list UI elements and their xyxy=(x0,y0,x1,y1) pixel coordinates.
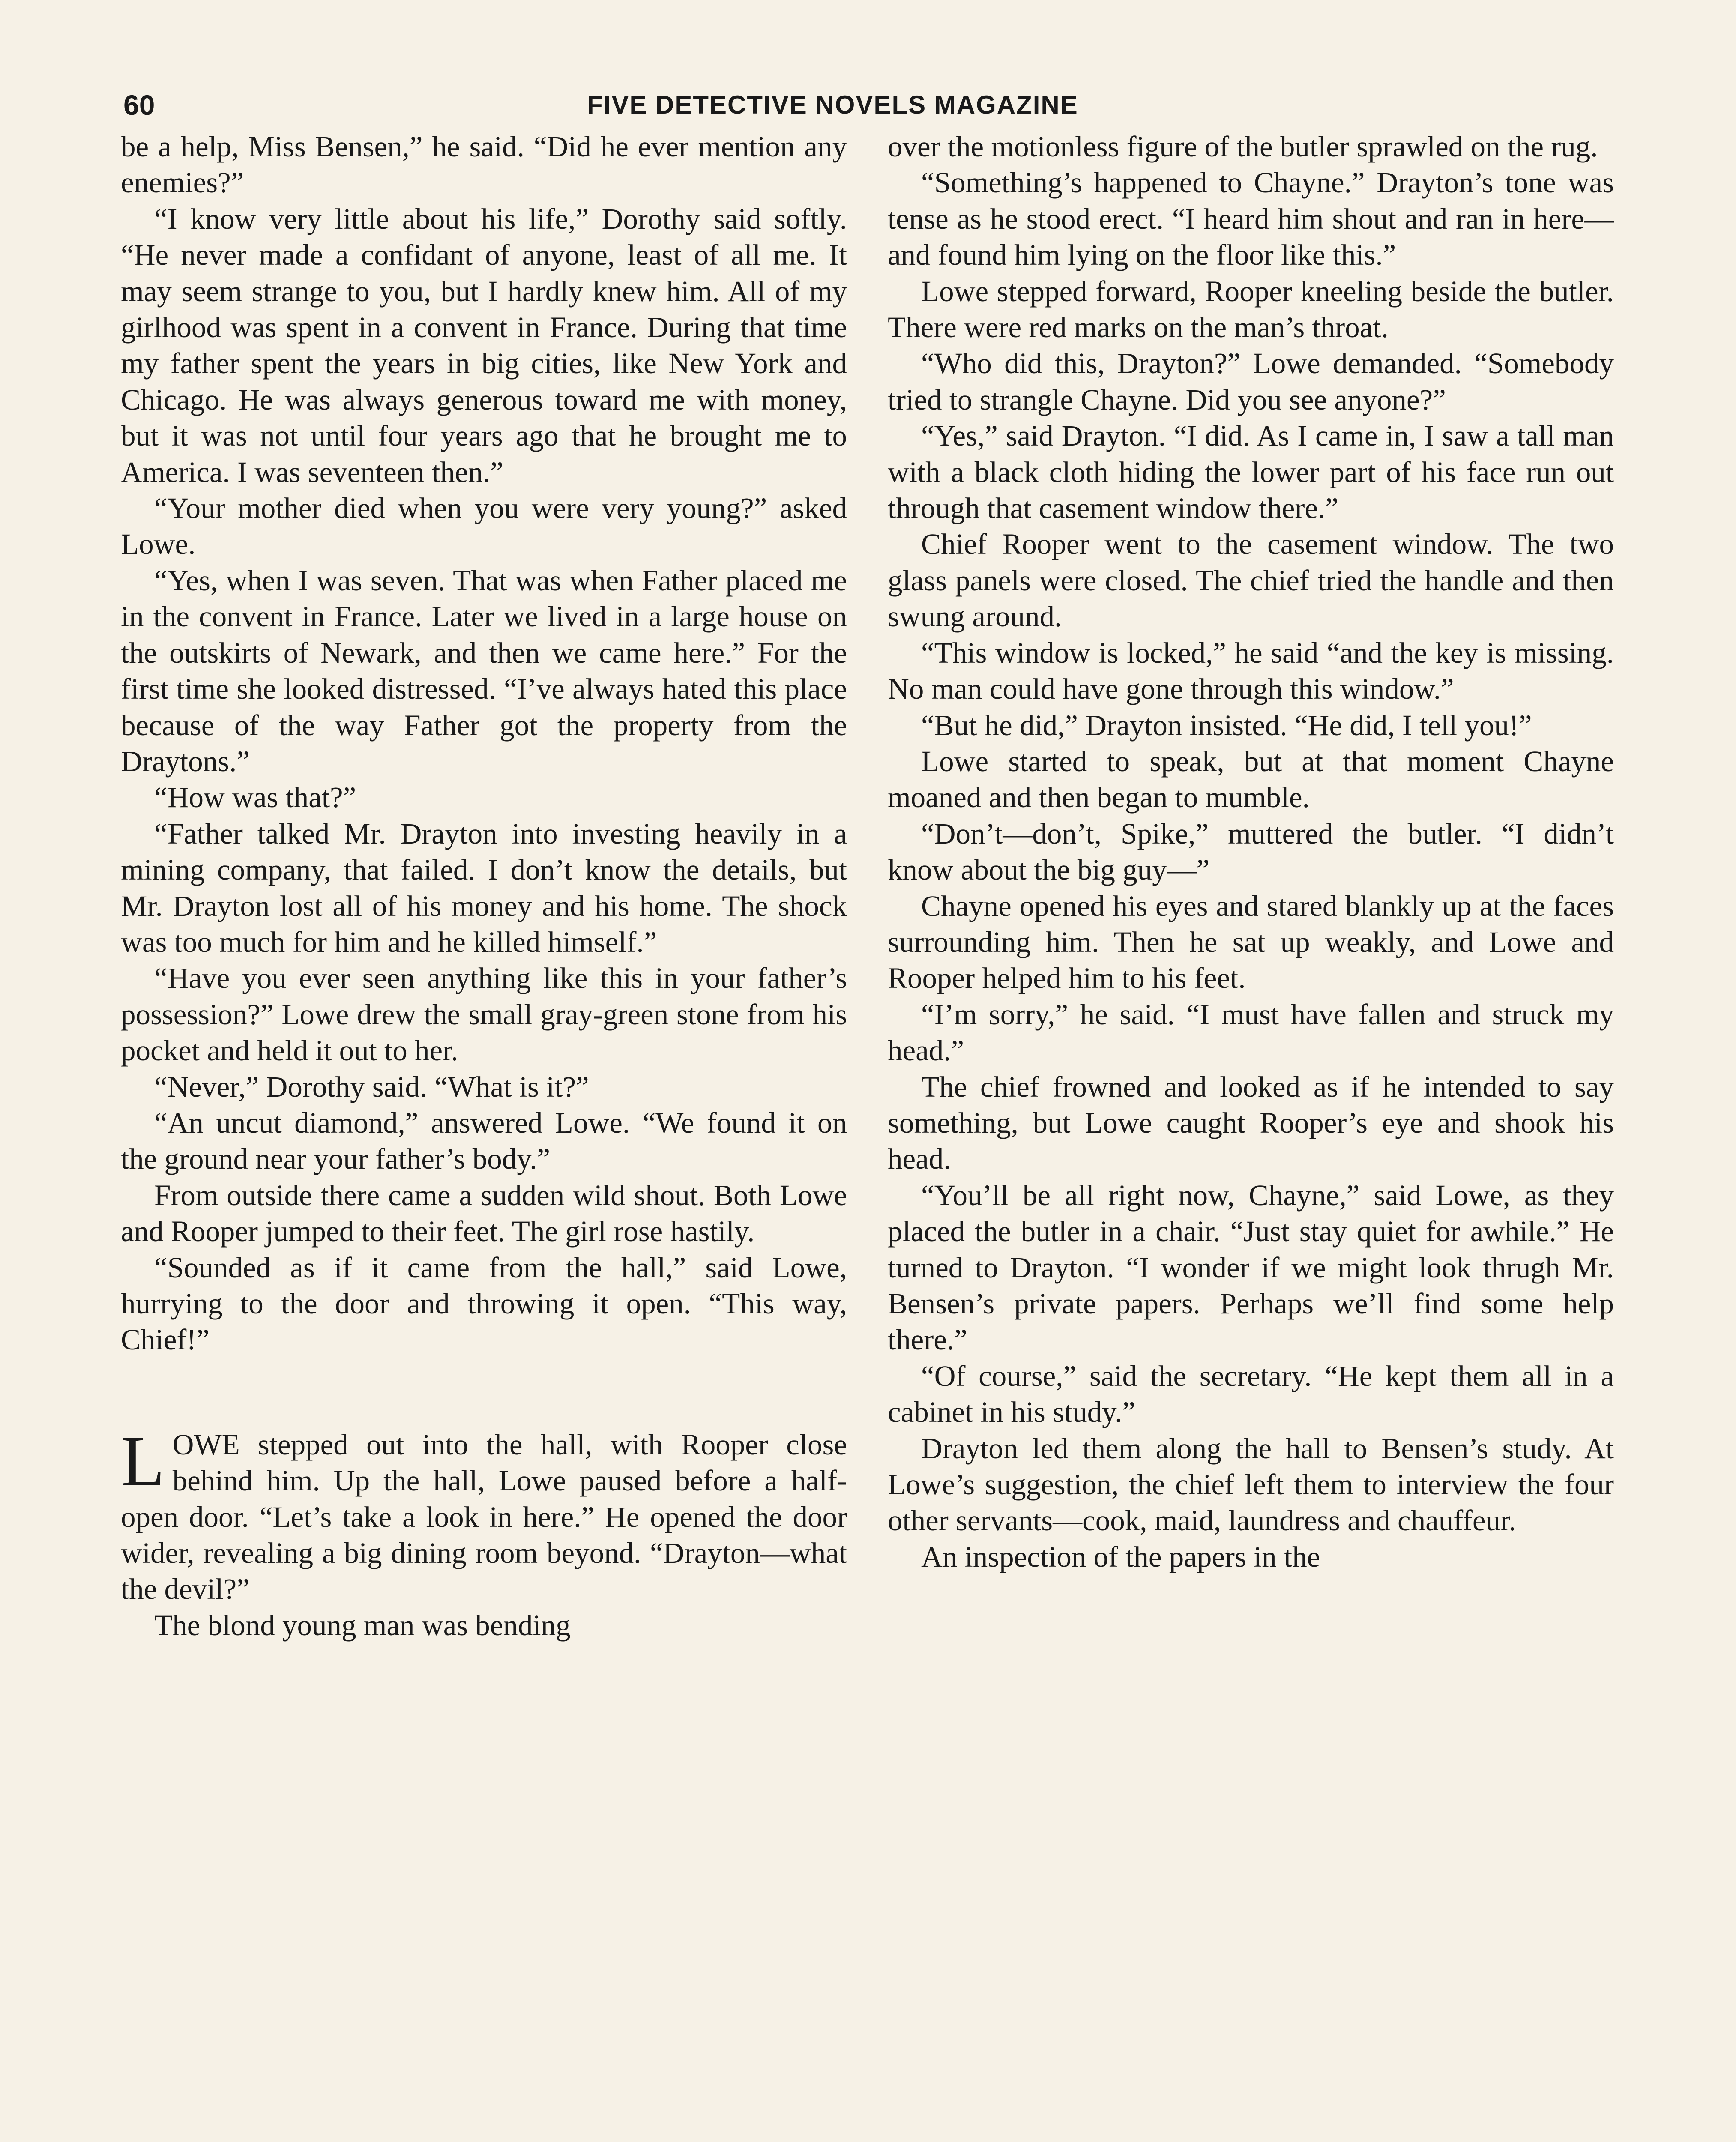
paragraph-text: “How was that?” xyxy=(154,781,356,814)
paragraph xyxy=(888,888,1614,996)
paragraph-text: “Never,” Dorothy said. “What is it?” xyxy=(154,1070,589,1103)
paragraph xyxy=(888,1430,1614,1539)
paragraph xyxy=(121,201,847,490)
paragraph-text: “Who did this, Drayton?” Lowe demanded. “Somebody tried to strangle Chayne. Did you see anyone?” xyxy=(888,347,1614,416)
paragraph xyxy=(121,1607,847,1643)
paragraph-text: Lowe stepped forward, Rooper kneeling beside the butler. There were red marks on the man’s throat. xyxy=(888,275,1614,344)
paragraph xyxy=(121,490,847,562)
paragraph-text: over the motionless figure of the butler sprawled on the rug. xyxy=(888,130,1598,163)
paragraph-text: Chief Rooper went to the casement window. The two glass panels were closed. The chief tried the handle and then swung around. xyxy=(888,528,1614,633)
running-title: FIVE DETECTIVE NOVELS MAGAZINE xyxy=(587,90,1078,119)
paragraph-text: “I’m sorry,” he said. “I must have fallen and struck my head.” xyxy=(888,998,1614,1067)
paragraph xyxy=(888,273,1614,346)
paragraph-text: An inspection of the papers in the xyxy=(921,1540,1320,1573)
paragraph xyxy=(888,418,1614,526)
paragraph xyxy=(888,707,1614,743)
paragraph xyxy=(121,1177,847,1250)
paragraph-text: “Of course,” said the secretary. “He kept them all in a cabinet in his study.” xyxy=(888,1359,1614,1429)
paragraph xyxy=(888,165,1614,273)
paragraph xyxy=(888,345,1614,418)
paragraph xyxy=(888,1358,1614,1430)
paragraph-text: “Yes,” said Drayton. “I did. As I came in, I saw a tall man with a black cloth hiding the lower part of his face run out through that casement window there.” xyxy=(888,419,1614,525)
paragraph-text: “You’ll be all right now, Chayne,” said Lowe, as they placed the butler in a chair. “Just stay quiet for awhile.” He turned to Drayton. “I wonder if we might look thrugh Mr. Bensen’s private papers. Perhaps we’ll find some help there.” xyxy=(888,1179,1614,1356)
paragraph xyxy=(121,1105,847,1177)
paragraph-text: “Yes, when I was seven. That was when Father placed me in the convent in France. Later we lived in a large house on the outskirts of Newark, and then we came here.” For the first time she looked distressed. “I’ve always hated this place because of the way Father got the property from the Draytons.” xyxy=(121,564,847,778)
drop-cap: L xyxy=(121,1421,165,1501)
paragraph xyxy=(888,129,1614,165)
paragraph-text: be a help, Miss Bensen,” he said. “Did he ever mention any enemies?” xyxy=(121,130,847,199)
paragraph xyxy=(121,779,847,815)
right-text-column xyxy=(888,129,1614,1575)
paragraph-text: “This window is locked,” he said “and the key is missing. No man could have gone through this window.” xyxy=(888,636,1614,706)
paragraph xyxy=(121,1250,847,1358)
paragraph xyxy=(121,1421,847,1607)
paragraph xyxy=(888,1069,1614,1177)
paragraph-text: Drayton led them along the hall to Bensen’s study. At Lowe’s suggestion, the chief left them to interview the four other servants—cook, maid, laundress and chauffeur. xyxy=(888,1432,1614,1537)
left-text-column xyxy=(121,129,847,1643)
paragraph xyxy=(888,526,1614,634)
paragraph-text: “Sounded as if it came from the hall,” said Lowe, hurrying to the door and throwing it open. “This way, Chief!” xyxy=(121,1251,847,1356)
paragraph-text: “Something’s happened to Chayne.” Drayton’s tone was tense as he stood erect. “I heard him shout and ran in here—and found him lying on the floor like this.” xyxy=(888,166,1614,272)
paragraph-text: Chayne opened his eyes and stared blankly up at the faces surrounding him. Then he sat up weakly, and Lowe and Rooper helped him to his feet. xyxy=(888,889,1614,995)
paragraph-text: “Have you ever seen anything like this in your father’s possession?” Lowe drew the small gray-green stone from his pocket and held it out to her. xyxy=(121,962,847,1067)
page-header xyxy=(0,86,1736,133)
paragraph-text: OWE stepped out into the hall, with Rooper close behind him. Up the hall, Lowe paused before a half-open door. “Let’s take a look in here.” He opened the door wider, revealing a big dining room beyond. “Drayton—what the devil?” xyxy=(121,1428,847,1606)
paragraph-text: “Father talked Mr. Drayton into investing heavily in a mining company, that failed. I don’t know the details, but Mr. Drayton lost all of his money and his home. The shock was too much for him and he killed himself.” xyxy=(121,817,847,958)
paragraph-text: “An uncut diamond,” answered Lowe. “We found it on the ground near your father’s body.” xyxy=(121,1106,847,1176)
paragraph xyxy=(121,816,847,960)
paragraph xyxy=(121,129,847,201)
page-number: 60 xyxy=(123,89,155,121)
paragraph-text: Lowe started to speak, but at that moment Chayne moaned and then began to mumble. xyxy=(888,745,1614,814)
paragraph-text: “Your mother died when you were very young?” asked Lowe. xyxy=(121,492,847,561)
paragraph-text: “I know very little about his life,” Dorothy said softly. “He never made a confidant of anyone, least of all me. It may seem strange to you, but I hardly knew him. All of my girlhood was spent in a convent in France. During that time my father spent the years in big cities, like New York and Chicago. He was always generous toward me with money, but it was not until four years ago that he brought me to America. I was seventeen then.” xyxy=(121,202,847,488)
paragraph xyxy=(888,1539,1614,1575)
paragraph xyxy=(888,1177,1614,1358)
paragraph-text: The chief frowned and looked as if he intended to say something, but Lowe caught Rooper’s eye and shook his head. xyxy=(888,1070,1614,1176)
paragraph xyxy=(121,960,847,1068)
paragraph xyxy=(121,562,847,779)
paragraph xyxy=(888,816,1614,888)
paragraph xyxy=(121,1069,847,1105)
paragraph-text: “But he did,” Drayton insisted. “He did, I tell you!” xyxy=(921,709,1532,742)
paragraph-text: “Don’t—don’t, Spike,” muttered the butler. “I didn’t know about the big guy—” xyxy=(888,817,1614,886)
paragraph-text: The blond young man was bending xyxy=(154,1609,571,1642)
paragraph xyxy=(888,996,1614,1069)
paragraph-text: From outside there came a sudden wild shout. Both Lowe and Rooper jumped to their feet. The girl rose hastily. xyxy=(121,1179,847,1248)
paragraph xyxy=(888,635,1614,707)
paragraph xyxy=(888,743,1614,816)
